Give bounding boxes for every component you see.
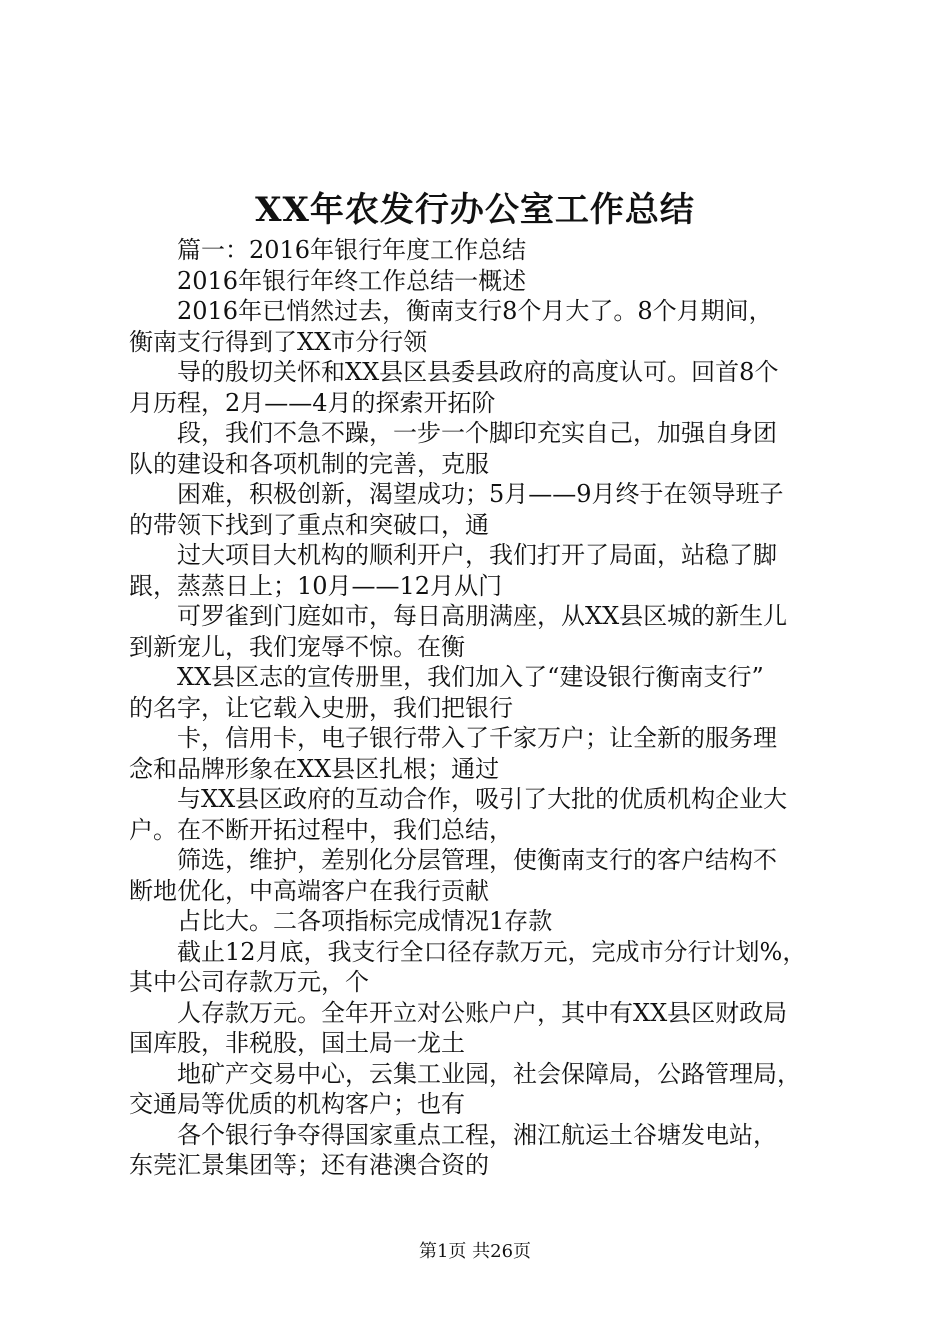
document-title: XX年农发行办公室工作总结 [255, 190, 695, 230]
body-line: 国库股，非税股，国土局一龙土 [129, 1029, 465, 1057]
body-line: 段，我们不急不躁，一步一个脚印充实自己，加强自身团 [177, 419, 777, 447]
body-line: 念和品牌形象在XX县区扎根；通过 [129, 754, 500, 783]
body-line: 衡南支行得到了XX市分行领 [129, 327, 428, 356]
body-line: 各个银行争夺得国家重点工程，湘江航运土谷塘发电站， [177, 1120, 777, 1149]
body-line: 导的殷切关怀和XX县区县委县政府的高度认可。回首8个 [177, 358, 779, 386]
body-line: 占比大。二各项指标完成情况1存款 [177, 907, 553, 935]
body-line: 2016年银行年终工作总结一概述 [177, 266, 527, 295]
body-line: 与XX县区政府的互动合作，吸引了大批的优质机构企业大 [177, 785, 788, 813]
body-line: 截止12月底，我支行全口径存款万元，完成市分行计划%， [177, 937, 807, 966]
body-line: 的带领下找到了重点和突破口，通 [129, 510, 489, 539]
body-line: 交通局等优质的机构客户；也有 [129, 1090, 465, 1118]
body-line: 跟，蒸蒸日上；10月——12月从门 [129, 571, 503, 600]
body-line: 人存款万元。全年开立对公账户户，其中有XX县区财政局 [177, 998, 788, 1027]
body-line: 过大项目大机构的顺利开户，我们打开了局面，站稳了脚 [177, 541, 777, 569]
body-line: 其中公司存款万元，个 [129, 968, 369, 996]
body-line: 困难，积极创新，渴望成功；5月——9月终于在领导班子 [177, 480, 784, 508]
document-body [129, 235, 839, 1181]
body-line: 2016年已悄然过去，衡南支行8个月大了。8个月期间， [177, 297, 773, 325]
body-line: 卡，信用卡，电子银行带入了千家万户；让全新的服务理 [177, 724, 777, 752]
body-line: 东莞汇景集团等；还有港澳合资的 [129, 1151, 489, 1179]
body-line: 月历程，2月——4月的探索开拓阶 [129, 388, 496, 417]
body-line: 户。在不断开拓过程中，我们总结， [129, 815, 513, 844]
body-line: XX县区志的宣传册里，我们加入了“建设银行衡南支行” [177, 663, 764, 691]
body-line: 筛选，维护，差别化分层管理，使衡南支行的客户结构不 [177, 846, 777, 874]
body-line: 的名字，让它载入史册，我们把银行 [129, 693, 513, 722]
body-line: 断地优化，中高端客户在我行贡献 [129, 876, 489, 905]
body-line: 地矿产交易中心，云集工业园，社会保障局，公路管理局， [177, 1059, 801, 1088]
body-line: 篇一：2016年银行年度工作总结 [177, 236, 527, 264]
body-line: 到新宠儿，我们宠辱不惊。在衡 [129, 632, 465, 661]
body-line: 可罗雀到门庭如市，每日高朋满座，从XX县区城的新生儿 [177, 602, 788, 630]
body-line: 队的建设和各项机制的完善，克服 [129, 449, 489, 478]
page-footer: 第1页 共26页 [418, 1241, 532, 1262]
